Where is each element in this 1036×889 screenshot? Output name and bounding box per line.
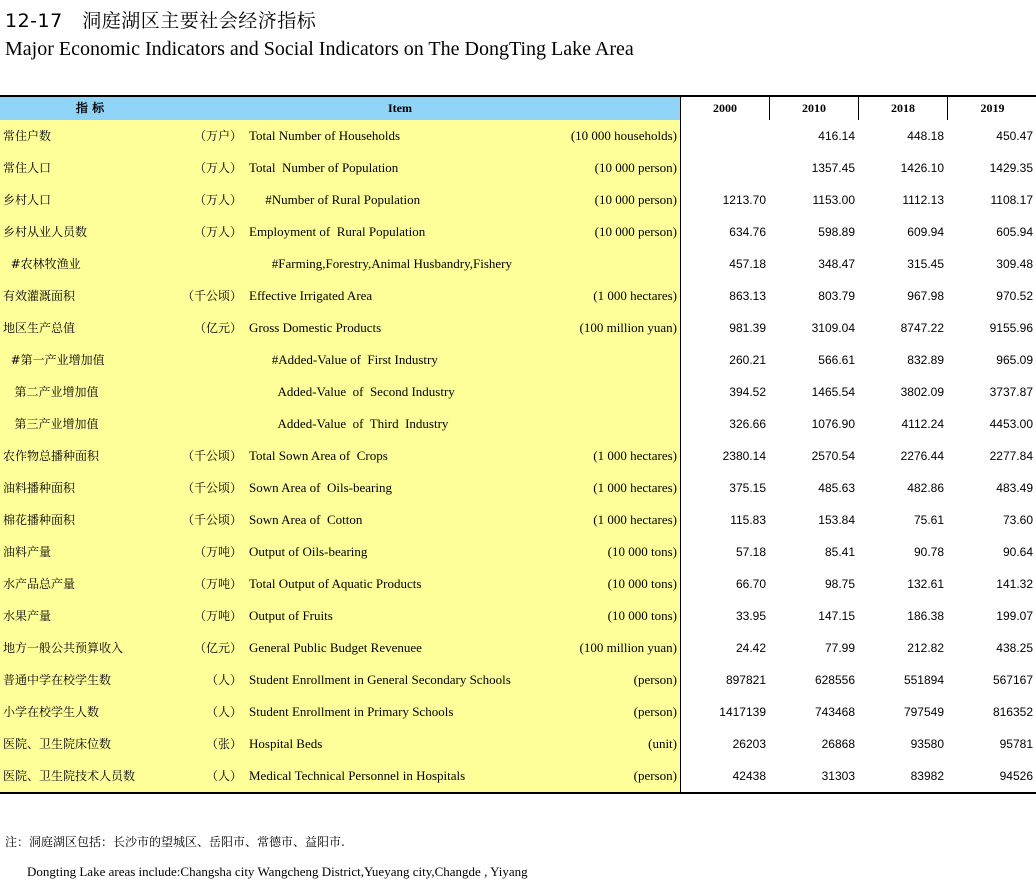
value-2010: 147.15 bbox=[818, 609, 855, 623]
unit-cn: （千公顷） bbox=[181, 481, 242, 495]
value-2018: 212.82 bbox=[907, 641, 944, 655]
value-2018: 3802.09 bbox=[900, 385, 944, 399]
unit-en: (10 000 tons) bbox=[607, 544, 677, 559]
item-name-en: Added-Value of Third Industry bbox=[249, 416, 449, 431]
indicator-name-cn: 医院、卫生院床位数 bbox=[3, 737, 112, 751]
value-2000: 375.15 bbox=[729, 481, 766, 495]
item-name-en: Output of Fruits bbox=[249, 608, 333, 623]
indicator-name-cn: 第三产业增加值 bbox=[3, 417, 99, 431]
table-row bbox=[0, 280, 1036, 312]
value-2000: 981.39 bbox=[729, 321, 766, 335]
item-name-en: Medical Technical Personnel in Hospitals bbox=[249, 768, 466, 783]
unit-en: (10 000 person) bbox=[594, 160, 677, 175]
unit-cn: （万吨） bbox=[193, 577, 242, 591]
unit-cn: （人） bbox=[205, 673, 242, 687]
table-row bbox=[0, 568, 1036, 600]
value-2010: 803.79 bbox=[818, 289, 855, 303]
value-2010: 743468 bbox=[814, 705, 855, 719]
indicator-name-cn: 常住人口 bbox=[3, 161, 52, 175]
item-name-en: Sown Area of Cotton bbox=[249, 512, 363, 527]
value-2000: 26203 bbox=[732, 737, 766, 751]
indicator-name-cn: 有效灌溉面积 bbox=[3, 289, 76, 303]
table-row bbox=[0, 536, 1036, 568]
value-2010: 3109.04 bbox=[811, 321, 855, 335]
value-2000: 42438 bbox=[732, 769, 766, 783]
header-year: 2019 bbox=[947, 97, 1036, 120]
value-2019: 95781 bbox=[999, 737, 1033, 751]
unit-en: (1 000 hectares) bbox=[593, 480, 677, 495]
table-row bbox=[0, 600, 1036, 632]
unit-en: (person) bbox=[633, 672, 677, 687]
value-2018: 75.61 bbox=[913, 513, 944, 527]
value-2018: 832.89 bbox=[907, 353, 944, 367]
unit-cn: （亿元） bbox=[193, 641, 242, 655]
value-2019: 970.52 bbox=[996, 289, 1033, 303]
indicator-name-cn: 油料产量 bbox=[3, 545, 52, 559]
unit-cn: （千公顷） bbox=[181, 513, 242, 527]
value-2010: 1153.00 bbox=[812, 193, 855, 207]
header-indicator-cn: 指 标 bbox=[75, 101, 105, 115]
value-2019: 605.94 bbox=[996, 225, 1033, 239]
value-2018: 315.45 bbox=[907, 257, 944, 271]
value-2019: 4453.00 bbox=[989, 417, 1033, 431]
indicator-name-cn: 水产品总产量 bbox=[3, 577, 76, 591]
value-2019: 90.64 bbox=[1002, 545, 1033, 559]
indicator-name-cn: 第二产业增加值 bbox=[3, 385, 99, 399]
value-2019: 2277.84 bbox=[989, 449, 1033, 463]
value-2019: 816352 bbox=[992, 705, 1033, 719]
value-2000: 24.42 bbox=[735, 641, 766, 655]
unit-en: (100 million yuan) bbox=[579, 320, 677, 335]
value-2019: 567167 bbox=[992, 673, 1033, 687]
table-row bbox=[0, 312, 1036, 344]
indicator-name-cn: 普通中学在校学生数 bbox=[3, 673, 112, 687]
item-name-en: Hospital Beds bbox=[249, 736, 323, 751]
value-2010: 416.14 bbox=[818, 129, 855, 143]
item-name-en: #Added-Value of First Industry bbox=[249, 352, 438, 367]
value-2010: 98.75 bbox=[824, 577, 855, 591]
value-2019: 450.47 bbox=[996, 129, 1033, 143]
value-2018: 609.94 bbox=[907, 225, 944, 239]
indicator-name-cn: 医院、卫生院技术人员数 bbox=[3, 769, 136, 783]
value-2010: 2570.54 bbox=[811, 449, 855, 463]
item-name-en: Employment of Rural Population bbox=[249, 224, 426, 239]
table-row bbox=[0, 728, 1036, 760]
table-row bbox=[0, 664, 1036, 696]
value-2010: 348.47 bbox=[818, 257, 855, 271]
value-2000: 260.21 bbox=[729, 353, 766, 367]
indicator-name-cn: #农林牧渔业 bbox=[3, 257, 81, 271]
value-2019: 1429.35 bbox=[989, 161, 1033, 175]
unit-en: (10 000 person) bbox=[594, 224, 677, 239]
value-2018: 4112.24 bbox=[901, 417, 944, 431]
unit-cn: （人） bbox=[205, 705, 242, 719]
item-name-en: Sown Area of Oils-bearing bbox=[249, 480, 392, 495]
value-2018: 551894 bbox=[903, 673, 944, 687]
unit-en: (person) bbox=[633, 704, 677, 719]
table-row bbox=[0, 344, 1036, 376]
value-2000: 394.52 bbox=[729, 385, 766, 399]
value-2018: 132.61 bbox=[907, 577, 944, 591]
unit-en: (unit) bbox=[648, 736, 677, 751]
item-name-en: Student Enrollment in Primary Schools bbox=[249, 704, 454, 719]
table-row bbox=[0, 184, 1036, 216]
table-row bbox=[0, 472, 1036, 504]
footnote-en: Dongting Lake areas include:Changsha city Wangcheng District,Yueyang city,Changde , Yiyang bbox=[27, 864, 528, 879]
value-2010: 485.63 bbox=[818, 481, 855, 495]
indicator-name-cn: 乡村从业人员数 bbox=[3, 225, 88, 239]
unit-cn: （万吨） bbox=[193, 545, 242, 559]
header-year: 2000 bbox=[680, 97, 769, 120]
indicator-name-cn: 油料播种面积 bbox=[3, 481, 76, 495]
unit-cn: （万人） bbox=[193, 225, 242, 239]
value-2000: 863.13 bbox=[729, 289, 766, 303]
table-row bbox=[0, 376, 1036, 408]
value-2000: 457.18 bbox=[729, 257, 766, 271]
table-row bbox=[0, 152, 1036, 184]
item-name-en: Gross Domestic Products bbox=[249, 320, 382, 335]
value-2019: 3737.87 bbox=[989, 385, 1033, 399]
unit-en: (1 000 hectares) bbox=[593, 448, 677, 463]
indicator-name-cn: #第一产业增加值 bbox=[3, 353, 105, 367]
table-row bbox=[0, 632, 1036, 664]
value-2000: 897821 bbox=[725, 673, 766, 687]
unit-cn: （千公顷） bbox=[181, 289, 242, 303]
table-row bbox=[0, 696, 1036, 728]
value-2000: 2380.14 bbox=[722, 449, 766, 463]
value-2000: 1417139 bbox=[719, 705, 766, 719]
unit-cn: （千公顷） bbox=[181, 449, 242, 463]
unit-en: (1 000 hectares) bbox=[593, 288, 677, 303]
value-2010: 26868 bbox=[821, 737, 855, 751]
indicator-name-cn: 水果产量 bbox=[3, 609, 52, 623]
item-name-en: Output of Oils-bearing bbox=[249, 544, 368, 559]
footnote-cn: 注：洞庭湖区包括：长沙市的望城区、岳阳市、常德市、益阳市. bbox=[5, 835, 345, 849]
value-2019: 73.60 bbox=[1002, 513, 1033, 527]
value-2019: 94526 bbox=[999, 769, 1033, 783]
value-2018: 2276.44 bbox=[900, 449, 944, 463]
table-bottom-rule bbox=[0, 792, 1036, 794]
page-title-cn: 12-17 洞庭湖区主要社会经济指标 bbox=[5, 10, 317, 32]
unit-en: (10 000 person) bbox=[594, 192, 677, 207]
value-2019: 309.48 bbox=[996, 257, 1033, 271]
value-2019: 965.09 bbox=[996, 353, 1033, 367]
value-2019: 1108.17 bbox=[990, 193, 1033, 207]
value-2010: 598.89 bbox=[818, 225, 855, 239]
value-2018: 186.38 bbox=[907, 609, 944, 623]
unit-en: (10 000 tons) bbox=[607, 576, 677, 591]
value-2010: 1465.54 bbox=[811, 385, 855, 399]
indicator-name-cn: 乡村人口 bbox=[3, 193, 52, 207]
header-year: 2018 bbox=[858, 97, 947, 120]
item-name-en: Total Output of Aquatic Products bbox=[249, 576, 422, 591]
unit-en: (100 million yuan) bbox=[579, 640, 677, 655]
value-2000: 57.18 bbox=[735, 545, 766, 559]
value-2010: 77.99 bbox=[824, 641, 855, 655]
value-2010: 85.41 bbox=[824, 545, 855, 559]
value-2019: 483.49 bbox=[996, 481, 1033, 495]
unit-en: (1 000 hectares) bbox=[593, 512, 677, 527]
item-name-en: Added-Value of Second Industry bbox=[249, 384, 455, 399]
value-2000: 115.83 bbox=[730, 513, 766, 527]
value-2018: 93580 bbox=[910, 737, 944, 751]
unit-cn: （万吨） bbox=[193, 609, 242, 623]
value-2018: 1112.13 bbox=[902, 193, 944, 207]
unit-en: (10 000 tons) bbox=[607, 608, 677, 623]
value-2010: 628556 bbox=[814, 673, 855, 687]
item-name-en: #Farming,Forestry,Animal Husbandry,Fishery bbox=[249, 256, 512, 271]
unit-en: (person) bbox=[633, 768, 677, 783]
indicator-name-cn: 小学在校学生人数 bbox=[3, 705, 100, 719]
value-2010: 1076.90 bbox=[811, 417, 855, 431]
table-row bbox=[0, 408, 1036, 440]
table-body bbox=[0, 120, 1036, 792]
indicator-name-cn: 地方一般公共预算收入 bbox=[3, 641, 124, 655]
indicator-name-cn: 棉花播种面积 bbox=[3, 513, 76, 527]
value-2018: 967.98 bbox=[907, 289, 944, 303]
value-2010: 566.61 bbox=[818, 353, 855, 367]
header-item-cell bbox=[0, 97, 680, 120]
page-title-en: Major Economic Indicators and Social Indicators on The DongTing Lake Area bbox=[5, 38, 634, 60]
value-2010: 31303 bbox=[821, 769, 855, 783]
value-2019: 438.25 bbox=[996, 641, 1033, 655]
unit-cn: （人） bbox=[205, 769, 242, 783]
table-header bbox=[0, 95, 1036, 120]
indicator-name-cn: 常住户数 bbox=[3, 129, 52, 143]
value-2019: 199.07 bbox=[996, 609, 1033, 623]
indicator-name-cn: 农作物总播种面积 bbox=[3, 449, 100, 463]
value-2010: 153.84 bbox=[818, 513, 855, 527]
table-row bbox=[0, 760, 1036, 792]
value-2000: 326.66 bbox=[729, 417, 766, 431]
unit-cn: （亿元） bbox=[193, 321, 242, 335]
value-2000: 634.76 bbox=[729, 225, 766, 239]
value-2019: 9155.96 bbox=[989, 321, 1033, 335]
value-2018: 90.78 bbox=[913, 545, 944, 559]
header-item-en: Item bbox=[388, 101, 412, 115]
unit-en: (10 000 households) bbox=[570, 128, 677, 143]
item-name-en: General Public Budget Revenuee bbox=[249, 640, 422, 655]
unit-cn: （万人） bbox=[193, 193, 242, 207]
table-row bbox=[0, 216, 1036, 248]
value-2019: 141.32 bbox=[996, 577, 1033, 591]
header-year: 2010 bbox=[769, 97, 858, 120]
item-name-en: Total Sown Area of Crops bbox=[249, 448, 388, 463]
value-2018: 482.86 bbox=[907, 481, 944, 495]
value-2018: 8747.22 bbox=[900, 321, 944, 335]
item-name-en: Total Number of Population bbox=[249, 160, 399, 175]
value-2000: 1213.70 bbox=[722, 193, 766, 207]
value-2000: 66.70 bbox=[735, 577, 766, 591]
item-name-en: Effective Irrigated Area bbox=[249, 288, 373, 303]
value-2018: 797549 bbox=[903, 705, 944, 719]
value-2018: 1426.10 bbox=[900, 161, 944, 175]
value-2010: 1357.45 bbox=[811, 161, 855, 175]
item-name-en: #Number of Rural Population bbox=[249, 192, 421, 207]
item-name-en: Total Number of Households bbox=[249, 128, 401, 143]
value-2018: 83982 bbox=[910, 769, 944, 783]
item-name-en: Student Enrollment in General Secondary Schools bbox=[249, 672, 511, 687]
value-2018: 448.18 bbox=[907, 129, 944, 143]
table-row bbox=[0, 120, 1036, 152]
value-2000: 33.95 bbox=[735, 609, 766, 623]
table-row bbox=[0, 504, 1036, 536]
unit-cn: （万人） bbox=[193, 161, 242, 175]
indicator-name-cn: 地区生产总值 bbox=[3, 321, 76, 335]
table-row bbox=[0, 440, 1036, 472]
unit-cn: （张） bbox=[205, 737, 242, 751]
unit-cn: （万户） bbox=[193, 129, 242, 143]
table-row bbox=[0, 248, 1036, 280]
